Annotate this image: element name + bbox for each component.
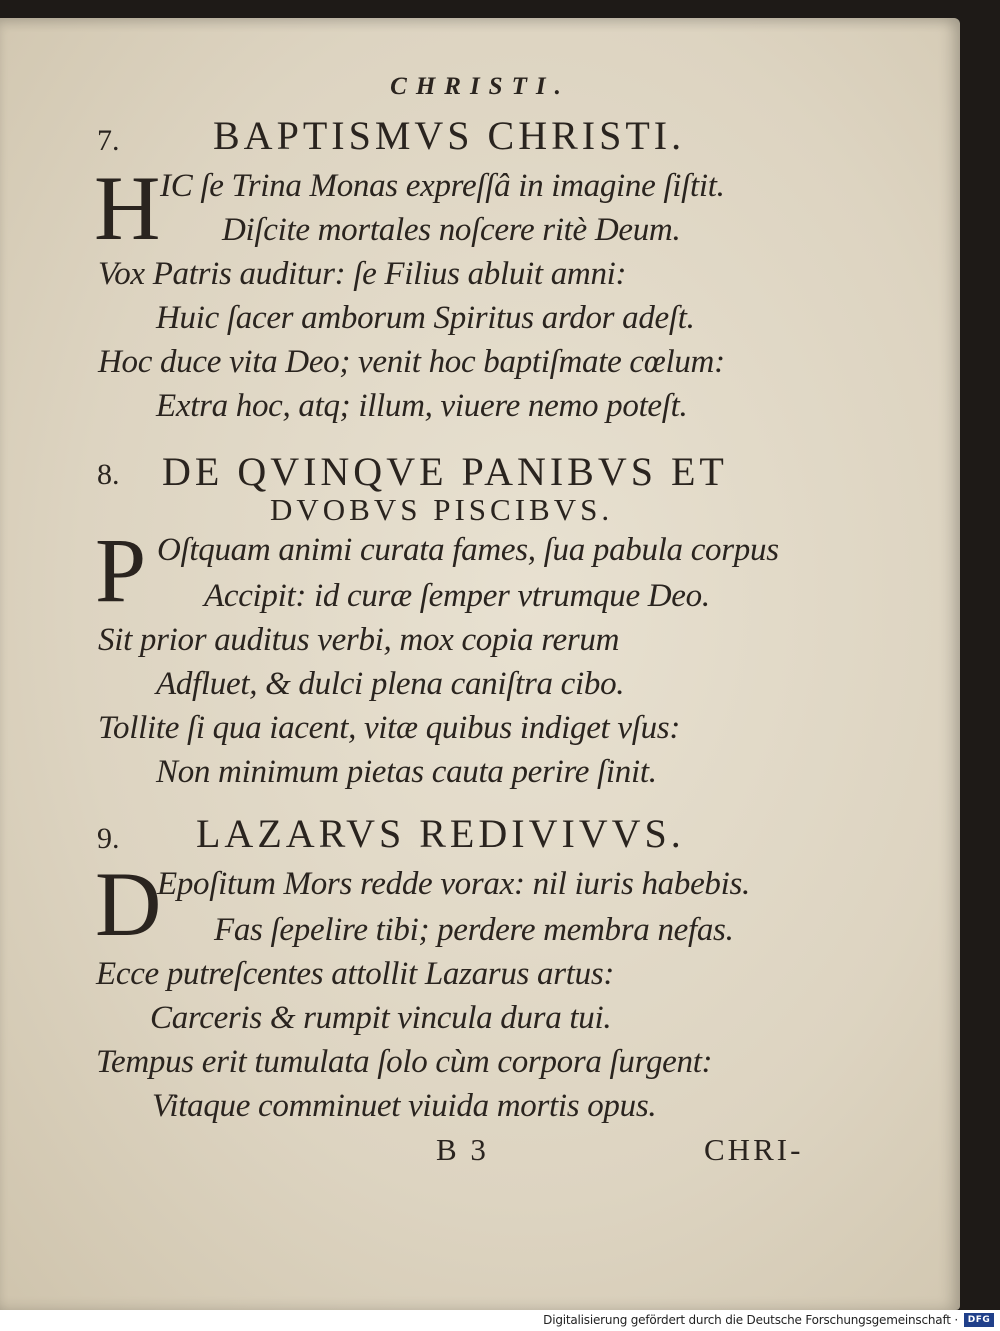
verse-line: Tollite ſi qua iacent, vitæ quibus indiget vſus: bbox=[98, 710, 681, 746]
verse-line: IC ſe Trina Monas expreſſâ in imagine ſiſtit. bbox=[160, 168, 725, 204]
section-number: 8. bbox=[97, 458, 120, 491]
dfg-logo: DFG bbox=[964, 1313, 994, 1327]
verse-line: Vitaque comminuet viuida mortis opus. bbox=[152, 1088, 657, 1124]
drop-capital: H bbox=[94, 157, 161, 259]
running-head: CHRISTI. bbox=[390, 73, 570, 100]
section-number: 9. bbox=[97, 822, 120, 855]
verse-line: Hoc duce vita Deo; venit hoc baptiſmate cœlum: bbox=[98, 344, 725, 380]
verse-line: Accipit: id curæ ſemper vtrumque Deo. bbox=[204, 578, 710, 614]
section-title: DE QVINQVE PANIBVS ET bbox=[162, 449, 728, 494]
drop-capital: P bbox=[95, 519, 147, 621]
verse-line: Huic ſacer amborum Spiritus ardor adeſt. bbox=[156, 300, 695, 336]
catchword: CHRI- bbox=[704, 1132, 804, 1167]
verse-line: Sit prior auditus verbi, mox copia rerum bbox=[98, 622, 620, 658]
section-subtitle: DVOBVS PISCIBVS. bbox=[270, 492, 614, 527]
verse-line: Tempus erit tumulata ſolo cùm corpora ſurgent: bbox=[96, 1044, 713, 1080]
funding-notice: Digitalisierung gefördert durch die Deutsche Forschungsgemeinschaft · bbox=[543, 1313, 958, 1327]
verse-line: Extra hoc, atq; illum, viuere nemo poteſt. bbox=[156, 388, 688, 424]
verse-line: Oſtquam animi curata fames, ſua pabula corpus bbox=[157, 532, 779, 568]
drop-capital: D bbox=[95, 853, 162, 955]
section-number: 7. bbox=[97, 124, 120, 157]
signature-mark: B 3 bbox=[436, 1132, 489, 1167]
section-title: BAPTISMVS CHRISTI. bbox=[213, 113, 686, 158]
footer-bar bbox=[0, 1310, 1000, 1331]
verse-line: Epoſitum Mors redde vorax: nil iuris habebis. bbox=[157, 866, 750, 902]
verse-line: Ecce putreſcentes attollit Lazarus artus: bbox=[96, 956, 615, 992]
verse-line: Fas ſepelire tibi; perdere membra nefas. bbox=[214, 912, 734, 948]
verse-line: Vox Patris auditur: ſe Filius abluit amni: bbox=[98, 256, 627, 292]
verse-line: Diſcite mortales noſcere ritè Deum. bbox=[222, 212, 681, 248]
verse-line: Carceris & rumpit vincula dura tui. bbox=[150, 1000, 612, 1036]
verse-line: Adfluet, & dulci plena caniſtra cibo. bbox=[156, 666, 625, 702]
section-title: LAZARVS REDIVIVVS. bbox=[196, 811, 685, 856]
verse-line: Non minimum pietas cauta perire ſinit. bbox=[156, 754, 657, 790]
